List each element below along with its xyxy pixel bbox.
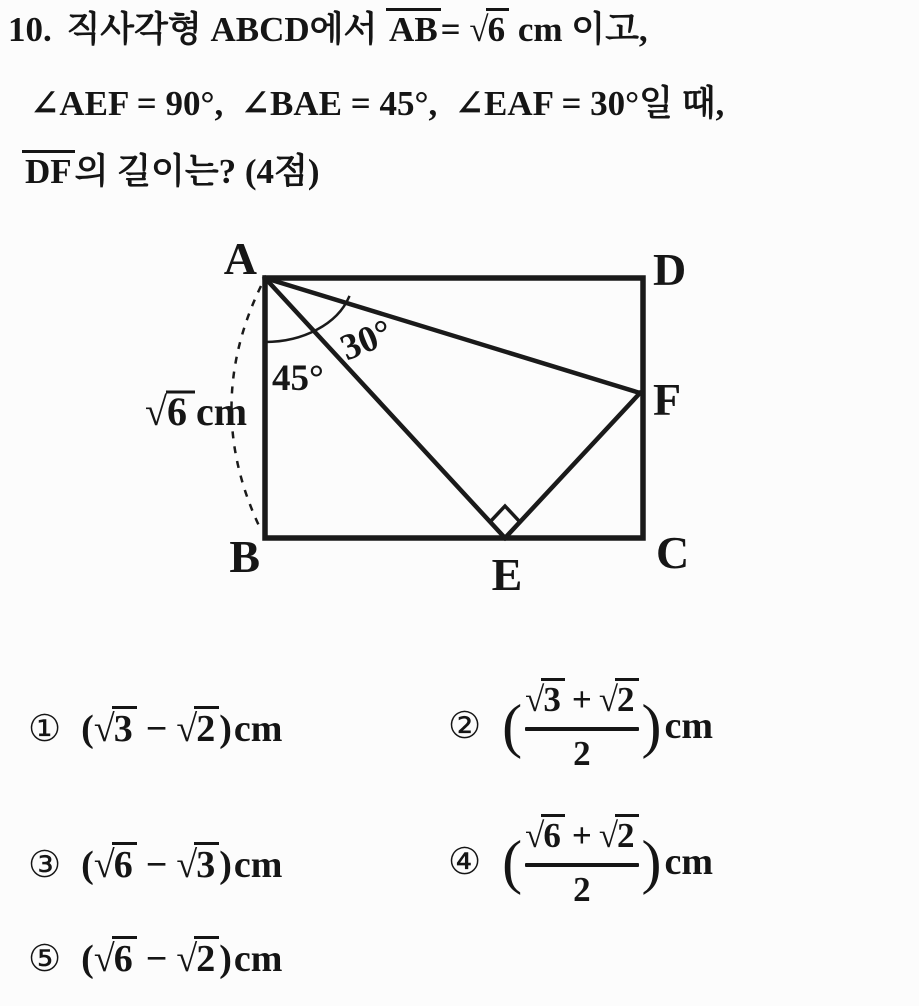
side-radicand: 6 bbox=[166, 389, 187, 434]
fraction-bar bbox=[525, 727, 638, 731]
side-unit: cm bbox=[195, 389, 248, 434]
sqrt-term: √3 bbox=[525, 678, 565, 720]
close-paren: ) bbox=[641, 829, 662, 895]
vertex-label-d: D bbox=[653, 244, 687, 295]
radical-icon: √ bbox=[598, 816, 619, 855]
vertex-label-f: F bbox=[653, 374, 682, 425]
choice-4 bbox=[448, 814, 713, 910]
sqrt-term: √6 bbox=[94, 842, 137, 887]
unit-label: cm bbox=[233, 937, 283, 980]
unit-label: cm bbox=[233, 843, 283, 886]
close-paren: ) bbox=[641, 693, 662, 759]
sqrt-term: √2 bbox=[176, 936, 219, 981]
fraction bbox=[525, 678, 638, 774]
vertex-label-b: B bbox=[229, 531, 260, 582]
sqrt-term: √3 bbox=[94, 706, 137, 751]
sqrt-6-expression bbox=[469, 10, 509, 49]
unit-label: cm bbox=[233, 707, 283, 750]
sqrt-term: √6 bbox=[94, 936, 137, 981]
sqrt-term: √6 bbox=[525, 814, 565, 856]
line1-post-text: 이고, bbox=[571, 10, 648, 49]
fraction-numerator bbox=[525, 814, 638, 856]
choice-2-marker: ② bbox=[448, 706, 482, 747]
problem-number: 10. bbox=[8, 10, 52, 49]
radical-icon: √ bbox=[525, 680, 545, 719]
radical-icon: √ bbox=[93, 708, 115, 750]
radical-icon: √ bbox=[93, 844, 115, 886]
fraction-numerator bbox=[525, 678, 638, 720]
radical-icon: √ bbox=[176, 844, 198, 886]
angle-label-30: 30° bbox=[334, 311, 399, 370]
unit-label: cm bbox=[664, 705, 714, 747]
operator: + bbox=[571, 816, 592, 855]
fraction-bar bbox=[525, 863, 638, 867]
segment-df-overline: DF bbox=[22, 150, 75, 191]
open-paren: ( bbox=[81, 707, 94, 750]
close-paren: ) bbox=[219, 843, 232, 886]
choice-1-marker: ① bbox=[28, 708, 62, 750]
fraction-denominator: 2 bbox=[573, 870, 591, 909]
operator: − bbox=[145, 707, 168, 750]
radical-icon: √ bbox=[93, 938, 115, 980]
close-paren: ) bbox=[219, 937, 232, 980]
unit-cm: cm bbox=[509, 10, 572, 49]
radical-icon: √ bbox=[598, 680, 619, 719]
open-paren: ( bbox=[502, 829, 523, 895]
choice-5 bbox=[28, 936, 282, 981]
sqrt-term: √2 bbox=[599, 678, 639, 720]
radicand: 6 bbox=[486, 8, 510, 47]
operator: + bbox=[571, 680, 592, 719]
choice-1 bbox=[28, 706, 282, 751]
geometry-diagram bbox=[110, 228, 710, 613]
side-length-label bbox=[145, 389, 247, 434]
open-paren: ( bbox=[81, 843, 94, 886]
rectangle-abcd bbox=[265, 278, 643, 538]
open-paren: ( bbox=[502, 693, 523, 759]
segment-ab-overline: AB bbox=[386, 8, 441, 49]
vertex-label-e: E bbox=[491, 549, 523, 600]
problem-line-2: ∠AEF = 90°, ∠BAE = 45°, ∠EAF = 30°일 때, bbox=[30, 84, 725, 123]
radical-icon: √ bbox=[145, 389, 167, 434]
unit-label: cm bbox=[664, 841, 714, 883]
right-angle-marker bbox=[490, 506, 520, 522]
radical-icon: √ bbox=[525, 816, 545, 855]
radical-icon: √ bbox=[469, 10, 489, 49]
radical-icon: √ bbox=[176, 938, 198, 980]
open-paren: ( bbox=[81, 937, 94, 980]
sqrt-term: √2 bbox=[176, 706, 219, 751]
problem-line-1 bbox=[8, 8, 648, 52]
segment-ef-line bbox=[505, 393, 640, 538]
close-paren: ) bbox=[219, 707, 232, 750]
vertex-label-c: C bbox=[656, 527, 690, 578]
sqrt-term: √2 bbox=[599, 814, 639, 856]
line3-post-text: 의 길이는? (4점) bbox=[74, 152, 320, 191]
equals-sign: = bbox=[440, 10, 470, 49]
choice-5-marker: ⑤ bbox=[28, 938, 62, 980]
operator: − bbox=[145, 937, 168, 980]
line1-pre-text: 직사각형 ABCD에서 bbox=[57, 10, 387, 49]
vertex-label-a: A bbox=[223, 233, 257, 284]
problem-line-3 bbox=[22, 150, 320, 194]
fraction-denominator: 2 bbox=[573, 734, 591, 773]
radical-icon: √ bbox=[176, 708, 198, 750]
sqrt-term: √3 bbox=[176, 842, 219, 887]
angle-label-45: 45° bbox=[272, 358, 324, 399]
choice-3 bbox=[28, 842, 282, 887]
operator: − bbox=[145, 843, 168, 886]
choice-4-marker: ④ bbox=[448, 842, 482, 883]
fraction bbox=[525, 814, 638, 910]
choice-3-marker: ③ bbox=[28, 844, 62, 886]
choice-2 bbox=[448, 678, 713, 774]
